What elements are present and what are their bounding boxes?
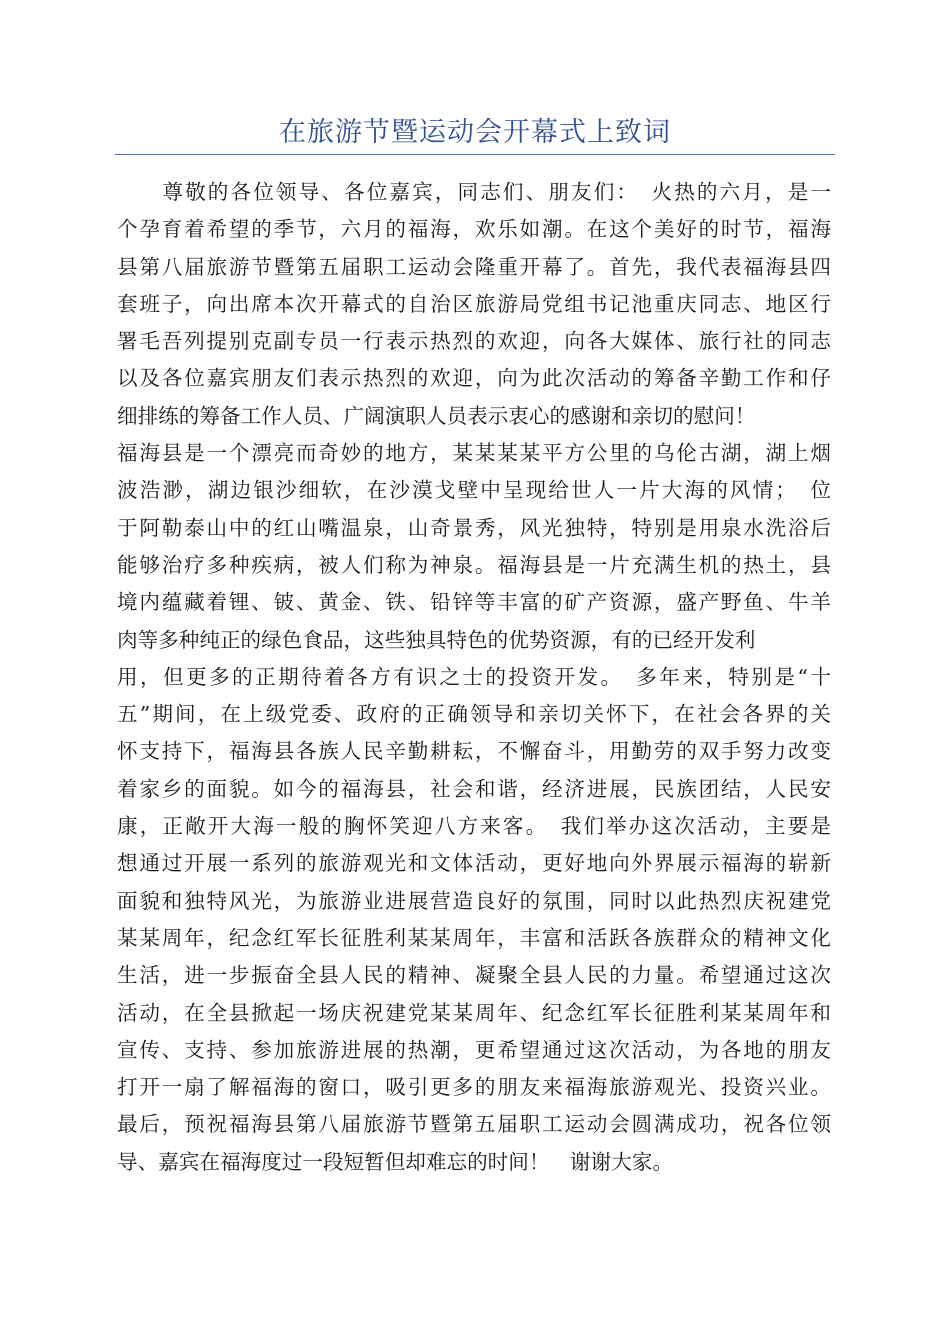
body-line: 县第八届旅游节暨第五届职工运动会隆重开幕了。首先，我代表福海县四 [117,254,831,279]
body-line: 境内蕴藏着锂、铍、黄金、铁、铅锌等丰富的矿产资源，盛产野鱼、牛羊 [117,590,831,615]
body-line: 导、嘉宾在福海度过一段短暂但却难忘的时间！ 谢谢大家。 [117,1149,674,1174]
body-line: 面貌和独特风光，为旅游业进展营造良好的氛围，同时以此热烈庆祝建党 [117,888,831,913]
body-line: 于阿勒泰山中的红山嘴温泉，山奇景秀，风光独特，特别是用泉水洗浴后 [117,515,831,540]
body-line: 五”期间，在上级党委、政府的正确领导和亲切关怀下，在社会各界的关 [117,702,831,727]
body-line: 用，但更多的正期待着各方有识之士的投资开发。 多年来，特别是“十 [117,664,831,689]
body-line: 细排练的筹备工作人员、广阔演职人员表示衷心的感谢和亲切的慰问！ [117,403,756,428]
body-line: 肉等多种纯正的绿色食品，这些独具特色的优势资源，有的已经开发利 [117,627,756,652]
body-line: 生活，进一步振奋全县人民的精神、凝聚全县人民的力量。希望通过这次 [117,963,831,988]
body-line: 个孕育着希望的季节，六月的福海，欢乐如潮。在这个美好的时节，福海 [117,217,831,242]
body-line: 署毛吾列提别克副专员一行表示热烈的欢迎，向各大媒体、旅行社的同志 [117,329,831,354]
body-line: 怀支持下，福海县各族人民辛勤耕耘，不懈奋斗，用勤劳的双手努力改变 [117,739,831,764]
body-line: 尊敬的各位领导、各位嘉宾，同志们、朋友们： 火热的六月，是一 [117,180,831,204]
document-title: 在旅游节暨运动会开幕式上致词 [279,117,671,148]
body-line: 想通过开展一系列的旅游观光和文体活动，更好地向外界展示福海的崭新 [117,851,831,876]
body-line: 最后，预祝福海县第八届旅游节暨第五届职工运动会圆满成功，祝各位领 [117,1112,831,1137]
document-body [117,174,831,1181]
title-underline [115,154,835,155]
body-line: 能够治疗多种疾病，被人们称为神泉。福海县是一片充满生机的热土，县 [117,552,831,577]
body-line: 活动，在全县掀起一场庆祝建党某某周年、纪念红军长征胜利某某周年和 [117,1000,831,1025]
body-line: 某某周年，纪念红军长征胜利某某周年，丰富和活跃各族群众的精神文化 [117,925,831,950]
body-line: 康，正敞开大海一般的胸怀笑迎八方来客。 我们举办这次活动，主要是 [117,814,831,839]
body-line: 宣传、支持、参加旅游进展的热潮，更希望通过这次活动，为各地的朋友 [117,1037,831,1062]
body-line: 打开一扇了解福海的窗口，吸引更多的朋友来福海旅游观光、投资兴业。 [117,1075,831,1100]
body-line: 波浩渺，湖边银沙细软，在沙漠戈壁中呈现给世人一片大海的风情； 位 [117,478,831,503]
body-line: 以及各位嘉宾朋友们表示热烈的欢迎，向为此次活动的筹备辛勤工作和仔 [117,366,831,391]
body-line: 福海县是一个漂亮而奇妙的地方，某某某某平方公里的乌伦古湖，湖上烟 [117,441,831,466]
body-line: 套班子，向出席本次开幕式的自治区旅游局党组书记池重庆同志、地区行 [117,291,831,316]
body-line: 着家乡的面貌。如今的福海县，社会和谐，经济进展，民族团结，人民安 [117,776,831,801]
